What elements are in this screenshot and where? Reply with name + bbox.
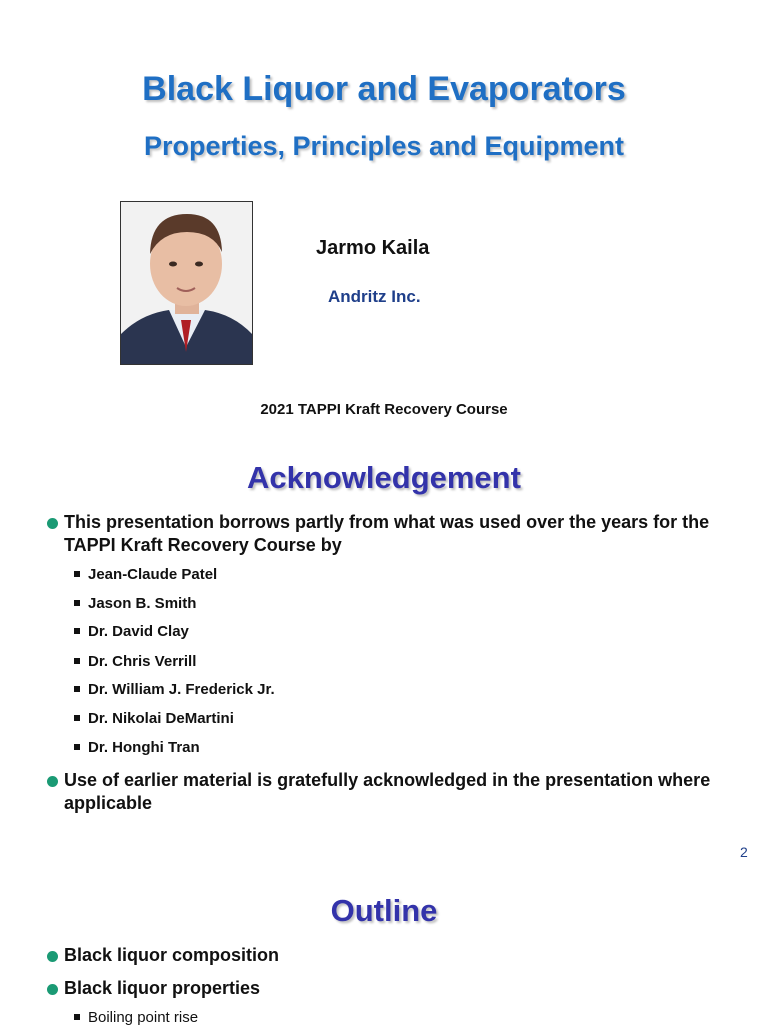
presentation-subtitle: Properties, Principles and Equipment bbox=[143, 131, 625, 161]
square-bullet-icon bbox=[74, 571, 80, 577]
square-bullet-icon bbox=[74, 715, 80, 721]
author-photo bbox=[120, 201, 253, 365]
square-bullet-icon bbox=[74, 600, 80, 606]
outline-title: Outline bbox=[330, 893, 438, 928]
outline-sub-item: Boiling point rise bbox=[74, 1009, 198, 1026]
bullet-dot-icon bbox=[47, 518, 58, 529]
square-bullet-icon bbox=[74, 744, 80, 750]
ack-bullet-1: This presentation borrows partly from what was used over the years for the TAPPI Kraft Recovery Course by bbox=[0, 511, 768, 557]
course-name: 2021 TAPPI Kraft Recovery Course bbox=[260, 401, 508, 418]
acknowledgement-title: Acknowledgement bbox=[247, 460, 521, 495]
square-bullet-icon bbox=[74, 658, 80, 664]
person-item: Dr. David Clay bbox=[74, 623, 189, 640]
square-bullet-icon bbox=[74, 1014, 80, 1020]
person-item: Jean-Claude Patel bbox=[74, 566, 217, 583]
person-item: Dr. William J. Frederick Jr. bbox=[74, 681, 275, 698]
bullet-dot-icon bbox=[47, 776, 58, 787]
square-bullet-icon bbox=[74, 686, 80, 692]
square-bullet-icon bbox=[74, 628, 80, 634]
bullet-dot-icon bbox=[47, 984, 58, 995]
outline-bullet: Black liquor composition bbox=[0, 944, 768, 967]
presentation-title: Black Liquor and Evaporators bbox=[142, 70, 626, 108]
person-item: Dr. Nikolai DeMartini bbox=[74, 710, 234, 727]
ack-bullet-2: Use of earlier material is gratefully acknowledged in the presentation where applicable bbox=[0, 769, 768, 815]
person-item: Jason B. Smith bbox=[74, 595, 196, 612]
person-item: Dr. Honghi Tran bbox=[74, 739, 200, 756]
author-name: Jarmo Kaila bbox=[316, 237, 430, 259]
bullet-dot-icon bbox=[47, 951, 58, 962]
page-number: 2 bbox=[740, 844, 748, 860]
author-company: Andritz Inc. bbox=[328, 287, 421, 306]
person-item: Dr. Chris Verrill bbox=[74, 653, 196, 670]
outline-bullet: Black liquor properties bbox=[0, 977, 768, 1000]
